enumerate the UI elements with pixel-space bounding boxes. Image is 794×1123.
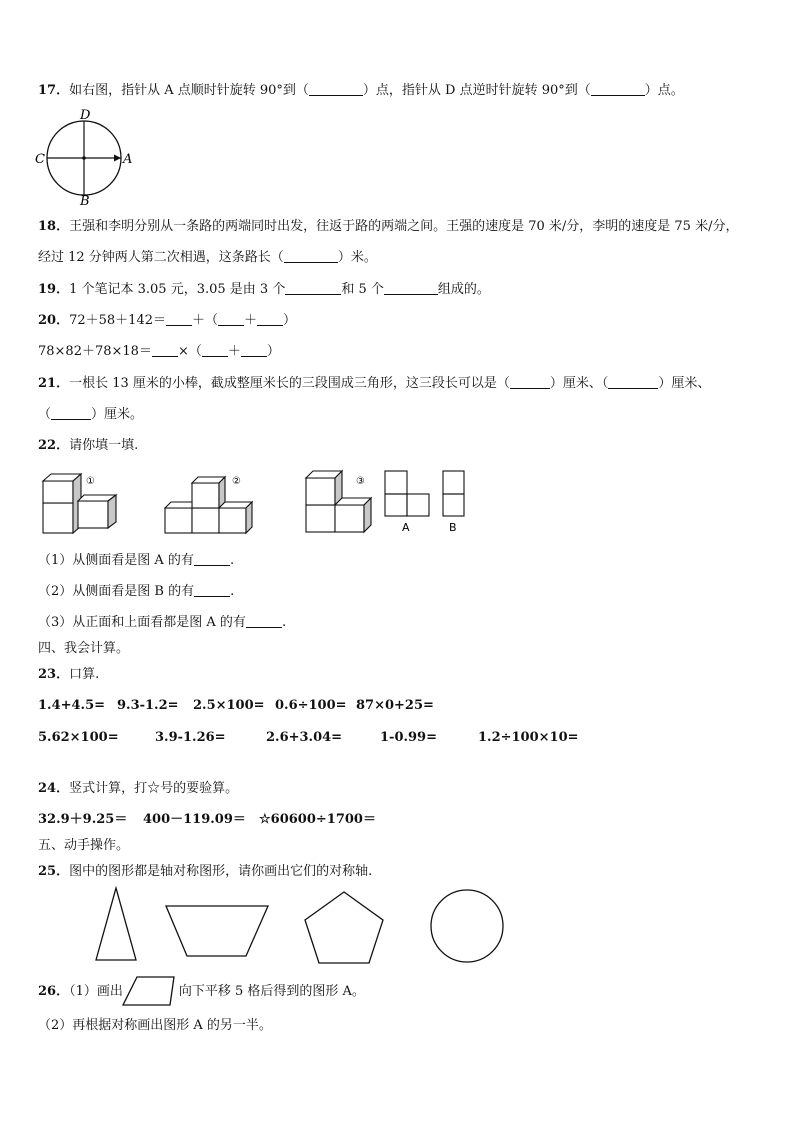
q24-title: 竖式计算，打☆号的要验算。: [69, 781, 239, 796]
q19-number: 19．: [38, 282, 70, 297]
q21-text-1: 一根长 13 厘米的小棒，截成整厘米长的三段围成三角形，这三段长可以是（: [69, 376, 510, 391]
clock-label-d: D: [80, 108, 91, 123]
view-b-figure: [443, 471, 464, 516]
q20-blank-2[interactable]: [218, 313, 244, 326]
q20-blank-3[interactable]: [257, 313, 283, 326]
q26-text-2: 向下平移 5 格后得到的图形 A。: [178, 984, 365, 999]
q23-item: 9.3-1.2=: [117, 698, 179, 713]
q18-blank[interactable]: [284, 250, 338, 263]
view-b-label: B: [449, 521, 457, 534]
q22-sub-3-blank[interactable]: [246, 615, 282, 628]
q21-blank-1[interactable]: [510, 376, 550, 389]
q18-line-1: [38, 219, 738, 235]
q21-text-4: （: [38, 407, 52, 422]
q26-parallelogram-shape: [122, 975, 178, 1007]
q22-title: 请你填一填.: [69, 438, 139, 453]
cube-mark-2: ②: [232, 476, 241, 487]
clock-label-c: C: [35, 152, 45, 167]
q26-line-2: （2）再根据对称画出图形 A 的另一半。: [38, 1018, 272, 1033]
q19-blank-1[interactable]: [285, 282, 341, 295]
q18-line-2: [38, 250, 377, 266]
q22-sub-2-text: （2）从侧面看是图 B 的有: [38, 584, 195, 599]
pentagon-shape[interactable]: [305, 892, 383, 963]
q21-line-2: [38, 407, 143, 423]
q25-number: 25．: [38, 864, 70, 879]
q22-sub-1-text: （1）从侧面看是图 A 的有: [38, 553, 194, 568]
q24-item: 32.9＋9.25＝: [38, 812, 128, 827]
q18-text-3: ）米。: [337, 250, 377, 265]
q17-text-2: ）点，指针从 D 点逆时针旋转 90°到（: [362, 83, 591, 98]
q17-number: 17．: [38, 83, 70, 98]
q20-line-1: [38, 313, 296, 329]
q22-title-line: [38, 438, 138, 454]
q21-text-3: ）厘米、: [658, 376, 711, 391]
q17-blank-1[interactable]: [309, 83, 363, 96]
q20-plus: ＋: [244, 313, 258, 328]
q20-line-2: [38, 344, 280, 360]
q21-text-5: ）厘米。: [91, 407, 144, 422]
section-5-heading: 五、动手操作。: [38, 838, 130, 853]
q20-blank-6[interactable]: [241, 344, 267, 357]
q20-close-paren-2: ）: [266, 344, 280, 359]
view-a-figure: [385, 471, 429, 516]
q23-title-line: [38, 667, 99, 683]
q17-blank-2[interactable]: [591, 83, 645, 96]
q25-shapes: [90, 886, 510, 966]
clock-center-dot: [82, 156, 86, 160]
q20-expr-1: 72＋58＋142＝: [69, 313, 166, 328]
q23-item: 1-0.99=: [380, 730, 437, 745]
q23-item: 5.62×100=: [38, 730, 119, 745]
q22-sub-1-blank[interactable]: [194, 553, 230, 566]
q17-text-3: ）点。: [644, 83, 684, 98]
q19-text-1: 1 个笔记本 3.05 元，3.05 是由 3 个: [69, 282, 286, 297]
q25-title-line: [38, 864, 372, 880]
triangle-shape[interactable]: [96, 888, 136, 960]
q19-blank-2[interactable]: [384, 282, 438, 295]
q18-text-1: 王强和李明分别从一条路的两端同时出发，往返于路的两端之间。王强的速度是 70 米/分，李明的速度是 75 米/分，: [69, 219, 739, 234]
q23-title: 口算.: [69, 667, 100, 682]
q24-number: 24．: [38, 781, 70, 796]
q17-text-1: 如右图，指针从 A 点顺时针旋转 90°到（: [69, 83, 309, 98]
q25-title: 图中的图形都是轴对称图形，请你画出它们的对称轴.: [69, 864, 373, 879]
cube-figure-1: [43, 474, 116, 533]
cube-mark-1: ①: [86, 476, 95, 487]
q22-figures: [38, 468, 478, 536]
q24-item: 400－119.09＝: [143, 812, 246, 827]
q20-plus-paren: ＋（: [192, 313, 219, 328]
q19-line: [38, 282, 490, 298]
q21-blank-3[interactable]: [51, 407, 91, 420]
trapezoid-shape[interactable]: [166, 906, 268, 956]
q22-sub-1-dot: .: [229, 553, 235, 568]
q17-clock-figure: [34, 106, 144, 209]
q19-text-3: 组成的。: [437, 282, 490, 297]
q20-plus-2: ＋: [227, 344, 241, 359]
q20-number: 20．: [38, 313, 70, 328]
q23-item: 2.6+3.04=: [266, 730, 343, 745]
q24-item: ☆60600÷1700＝: [259, 812, 376, 827]
q21-text-2: ）厘米、（: [549, 376, 609, 391]
q22-sub-1: [38, 553, 234, 569]
q23-item: 1.2÷100×10=: [478, 730, 579, 745]
circle-shape[interactable]: [431, 890, 503, 962]
q22-sub-2: [38, 584, 234, 600]
q20-blank-5[interactable]: [202, 344, 228, 357]
q26-number: 26．: [38, 984, 70, 999]
q23-item: 2.5×100=: [193, 698, 265, 713]
q20-close-paren: ）: [283, 313, 297, 328]
q20-blank-1[interactable]: [166, 313, 192, 326]
q21-line-1: [38, 376, 710, 392]
view-a-label: A: [402, 521, 410, 534]
q22-sub-3: [38, 615, 286, 631]
q23-item: 0.6÷100=: [275, 698, 347, 713]
q18-number: 18．: [38, 219, 70, 234]
clock-label-b: B: [80, 194, 90, 209]
q23-number: 23．: [38, 667, 70, 682]
q20-blank-4[interactable]: [152, 344, 178, 357]
q23-item: 3.9-1.26=: [155, 730, 226, 745]
q22-sub-2-dot: .: [230, 584, 235, 599]
cube-mark-3: ③: [356, 476, 365, 487]
q18-text-2: 经过 12 分钟两人第二次相遇，这条路长（: [38, 250, 284, 265]
q23-item: 1.4+4.5=: [38, 698, 106, 713]
clock-pointer-arrow-icon: [114, 155, 121, 162]
q26-text-1: （1）画出: [69, 984, 123, 999]
q21-blank-2[interactable]: [608, 376, 658, 389]
section-4-heading: 四、我会计算。: [38, 641, 130, 656]
q20-expr-2: 78×82＋78×18＝: [38, 344, 152, 359]
q22-sub-3-text: （3）从正面和上面看都是图 A 的有: [38, 615, 246, 630]
clock-label-a: A: [123, 152, 133, 167]
q21-number: 21．: [38, 376, 70, 391]
q24-title-line: [38, 781, 238, 797]
q23-item: 87×0+25=: [356, 698, 434, 713]
q22-sub-3-dot: .: [281, 615, 287, 630]
q19-text-2: 和 5 个: [341, 282, 384, 297]
q22-sub-2-blank[interactable]: [194, 584, 230, 597]
q22-number: 22．: [38, 438, 70, 453]
q20-times-paren: ×（: [177, 344, 202, 359]
q26-line-1: [38, 984, 365, 1000]
q17-line: [38, 83, 684, 99]
